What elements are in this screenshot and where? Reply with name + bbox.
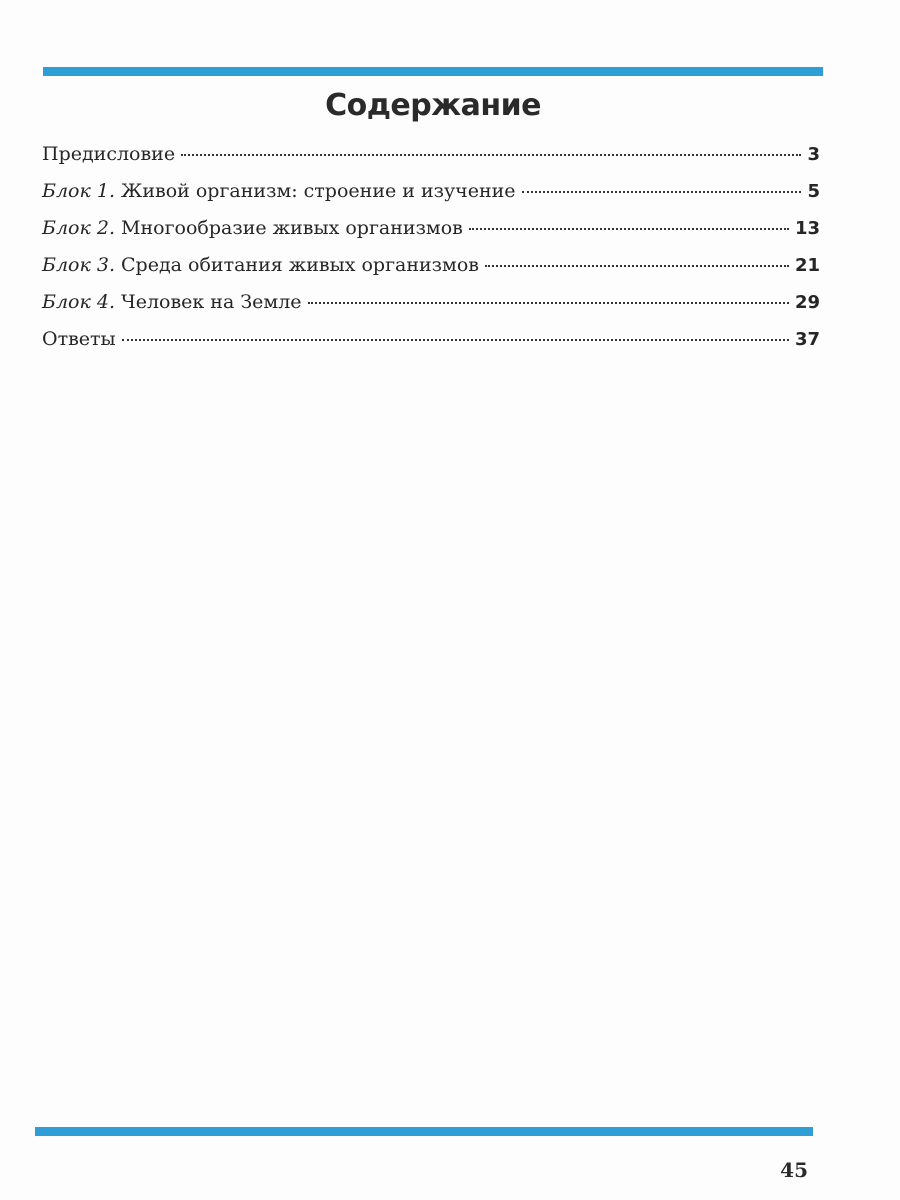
toc-entry-block-3[interactable] [42, 254, 820, 291]
page-number: 45 [780, 1158, 808, 1182]
toc-entry-prefix: Блок 3. [42, 254, 116, 276]
top-accent-bar [43, 67, 823, 76]
toc-dot-leader [485, 265, 789, 267]
toc-entry-label: Живой организм: строение и изучение [121, 180, 516, 202]
toc-entry-answers[interactable] [42, 328, 820, 365]
toc-entry-block-1[interactable] [42, 180, 820, 217]
toc-entry-prefix: Блок 2. [42, 217, 116, 239]
toc-dot-leader [308, 302, 789, 304]
toc-entry-block-4[interactable] [42, 291, 820, 328]
toc-entry-label: Многообразие живых организмов [121, 217, 463, 239]
page-title: Содержание [325, 88, 541, 123]
toc-entry-page: 21 [794, 255, 820, 276]
toc-entry-label: Среда обитания живых организмов [121, 254, 479, 276]
toc-dot-leader [122, 339, 789, 341]
toc-entry-label: Человек на Земле [121, 291, 302, 313]
toc-entry-page: 3 [807, 144, 820, 165]
toc-entry-block-2[interactable] [42, 217, 820, 254]
toc-dot-leader [469, 228, 789, 230]
table-of-contents [42, 143, 820, 365]
toc-dot-leader [522, 191, 802, 193]
bottom-accent-bar [35, 1127, 813, 1136]
toc-entry-page: 13 [794, 218, 820, 239]
toc-entry-preface[interactable] [42, 143, 820, 180]
toc-entry-page: 5 [807, 181, 820, 202]
toc-dot-leader [181, 154, 801, 156]
toc-entry-label: Ответы [42, 328, 116, 350]
toc-entry-label: Предисловие [42, 143, 176, 165]
toc-entry-prefix: Блок 1. [42, 180, 116, 202]
toc-entry-prefix: Блок 4. [42, 291, 116, 313]
toc-entry-page: 29 [794, 292, 820, 313]
toc-entry-page: 37 [794, 329, 820, 350]
